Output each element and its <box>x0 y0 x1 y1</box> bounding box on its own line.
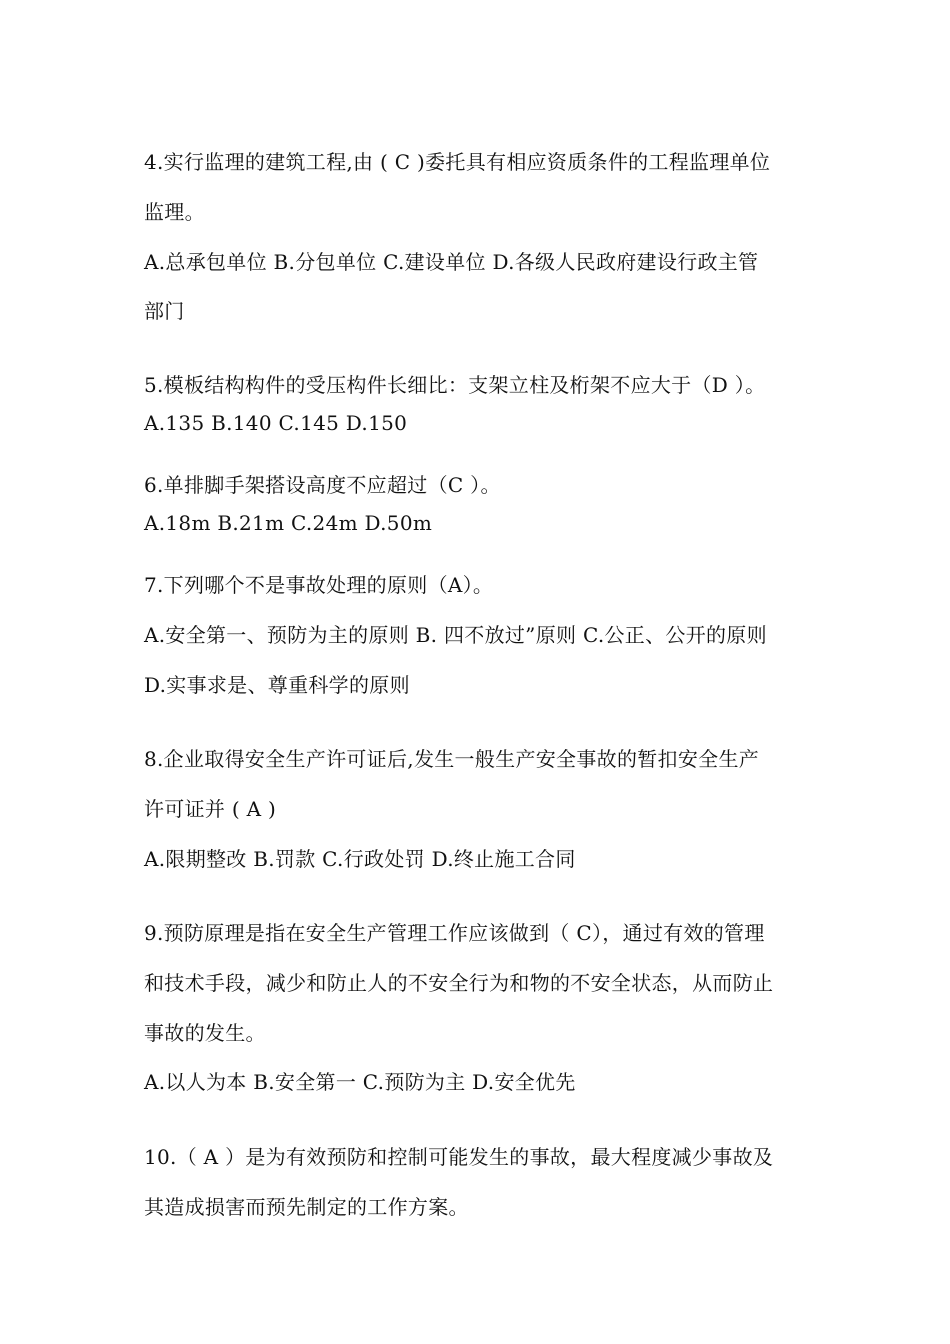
q6-stem: 6.单排脚手架搭设高度不应超过（C ）。 <box>144 473 501 497</box>
q7-options-line-1: A.安全第一、预防为主的原则 B. 四不放过”原则 C.公正、公开的原则 <box>144 623 767 647</box>
q9-stem-line-2: 和技术手段，减少和防止人的不安全行为和物的不安全状态，从而防止 <box>144 971 774 995</box>
q9-stem-line-1: 9.预防原理是指在安全生产管理工作应该做到（ C），通过有效的管理 <box>144 921 765 945</box>
q5-options: A.135 B.140 C.145 D.150 <box>144 411 408 435</box>
q5-stem: 5.模板结构构件的受压构件长细比：支架立柱及桁架不应大于（D ）。 <box>144 373 766 397</box>
q9-stem-line-3: 事故的发生。 <box>144 1021 266 1045</box>
q8-options: A.限期整改 B.罚款 C.行政处罚 D.终止施工合同 <box>144 847 576 871</box>
q10-stem-line-1: 10.（ A ）是为有效预防和控制可能发生的事故，最大程度减少事故及 <box>144 1145 774 1169</box>
q4-options-line-2: 部门 <box>144 299 185 323</box>
q4-stem-line-1: 4.实行监理的建筑工程,由 ( C )委托具有相应资质条件的工程监理单位 <box>144 150 771 174</box>
q4-options-line-1: A.总承包单位 B.分包单位 C.建设单位 D.各级人民政府建设行政主管 <box>144 250 759 274</box>
q6-options: A.18m B.21m C.24m D.50m <box>144 511 433 535</box>
q9-options: A.以人为本 B.安全第一 C.预防为主 D.安全优先 <box>144 1070 576 1094</box>
q7-stem: 7.下列哪个不是事故处理的原则（A）。 <box>144 573 494 597</box>
q10-stem-line-2: 其造成损害而预先制定的工作方案。 <box>144 1195 469 1219</box>
q8-stem-line-2: 许可证并 ( A ) <box>144 797 277 821</box>
q7-options-line-2: D.实事求是、尊重科学的原则 <box>144 673 410 697</box>
q8-stem-line-1: 8.企业取得安全生产许可证后,发生一般生产安全事故的暂扣安全生产 <box>144 747 760 771</box>
q4-stem-line-2: 监理。 <box>144 200 205 224</box>
